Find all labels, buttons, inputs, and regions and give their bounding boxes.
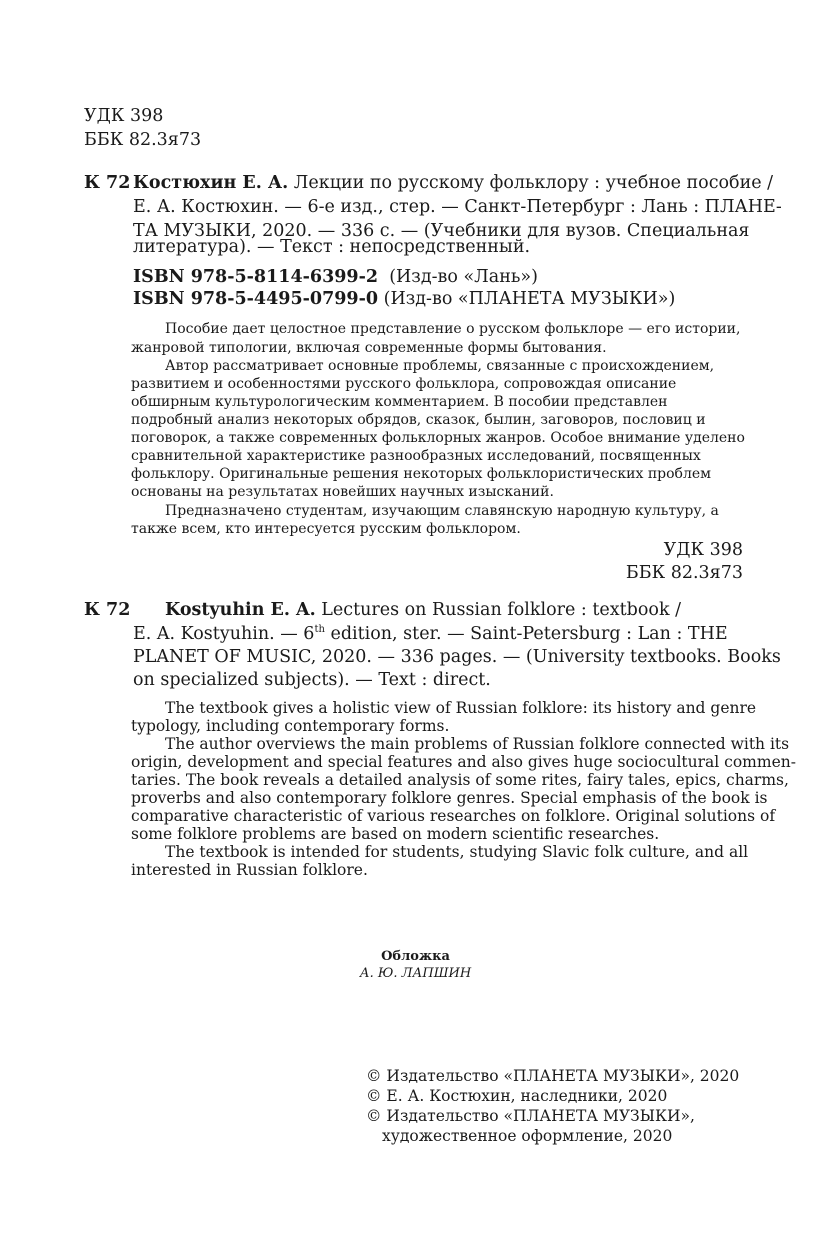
author-mark-ru: К 72: [84, 173, 131, 193]
copyright-line: художественное оформление, 2020: [382, 1127, 673, 1145]
abstract-ru-line: основаны на результатах новейших научных изысканий.: [131, 484, 554, 500]
bib-line-1-en: Kostyuhin E. A. Lectures on Russian folklore : textbook /: [165, 600, 682, 620]
abstract-ru-line: Автор рассматривает основные проблемы, связанные с происхождением,: [165, 358, 715, 374]
cover-label: Обложка: [381, 949, 450, 964]
abstract-ru-line: Предназначено студентам, изучающим славянскую народную культуру, а: [165, 503, 719, 519]
bib-line-3-en: PLANET OF MUSIC, 2020. — 336 pages. — (University textbooks. Books: [133, 647, 781, 667]
abstract-ru-line: фольклору. Оригинальные решения некоторых фольклористических проблем: [131, 466, 712, 482]
bib-line-4-ru: литература). — Текст : непосредственный.: [133, 237, 531, 257]
author-en: Kostyuhin E. A.: [165, 600, 316, 620]
bib-line-2-en: E. A. Kostyuhin. — 6th edition, ster. — Saint-Petersburg : Lan : THE: [133, 624, 728, 644]
abstract-en-line: interested in Russian folklore.: [131, 861, 368, 879]
copyright-line: © Издательство «ПЛАНЕТА МУЗЫКИ»,: [366, 1107, 695, 1125]
abstract-ru-line: также всем, кто интересуется русским фольклором.: [131, 521, 521, 537]
bbk-top: ББК 82.3я73: [84, 130, 202, 150]
cover-credit: [0, 948, 827, 982]
author-ru: Костюхин Е. А.: [133, 173, 289, 193]
bib-line-2-ru: Е. А. Костюхин. — 6-е изд., стер. — Санкт-Петербург : Лань : ПЛАНЕ-: [133, 197, 782, 217]
abstract-en-line: taries. The book reveals a detailed analysis of some rites, fairy tales, epics, charms,: [131, 771, 789, 789]
abstract-ru-line: Пособие дает целостное представление о русском фольклоре — его истории,: [165, 321, 741, 337]
author-mark-en: К 72: [84, 600, 131, 620]
isbn-1: ISBN 978-5-8114-6399-2 (Изд-во «Лань»): [133, 267, 538, 287]
abstract-ru-line: поговорок, а также современных фольклорных жанров. Особое внимание уделено: [131, 430, 745, 446]
abstract-ru-line: подробный анализ некоторых обрядов, сказок, былин, заговоров, пословиц и: [131, 412, 706, 428]
udk-bottom: УДК 398: [663, 540, 743, 560]
abstract-en-line: The textbook is intended for students, studying Slavic folk culture, and all: [165, 843, 749, 861]
copyright-line: © Е. А. Костюхин, наследники, 2020: [366, 1087, 668, 1105]
abstract-ru-line: жанровой типологии, включая современные формы бытования.: [131, 340, 607, 356]
bbk-bottom: ББК 82.3я73: [625, 563, 743, 583]
cover-artist: А. Ю. ЛАПШИН: [359, 966, 472, 981]
abstract-en-line: comparative characteristic of various researches on folklore. Original solutions of: [131, 807, 776, 825]
bib-line-4-en: on specialized subjects). — Text : direct.: [133, 670, 491, 690]
abstract-en-line: The author overviews the main problems of Russian folklore connected with its: [165, 735, 790, 753]
abstract-en-line: The textbook gives a holistic view of Russian folklore: its history and genre: [165, 699, 757, 717]
abstract-en-line: typology, including contemporary forms.: [131, 717, 450, 735]
bib-line-3-ru: ТА МУЗЫКИ, 2020. — 336 с. — (Учебники для вузов. Специальная: [133, 221, 750, 241]
abstract-en-line: origin, development and special features and also gives huge sociocultural commen-: [131, 753, 796, 771]
isbn-2: ISBN 978-5-4495-0799-0 (Изд-во «ПЛАНЕТА МУЗЫКИ»): [133, 289, 676, 309]
abstract-ru-line: развитием и особенностями русского фольклора, сопровождая описание: [131, 376, 677, 392]
abstract-en-line: some folklore problems are based on modern scientific researches.: [131, 825, 660, 843]
abstract-ru-line: обширным культурологическим комментарием. В пособии представлен: [131, 394, 668, 410]
udk-top: УДК 398: [84, 106, 164, 126]
copyright-line: © Издательство «ПЛАНЕТА МУЗЫКИ», 2020: [366, 1067, 740, 1085]
abstract-en-line: proverbs and also contemporary folklore genres. Special emphasis of the book is: [131, 789, 768, 807]
bib-line-1-ru: Костюхин Е. А. Лекции по русскому фольклору : учебное пособие /: [133, 173, 774, 193]
abstract-ru-line: сравнительной характеристике разнообразных исследований, посвященных: [131, 448, 701, 464]
